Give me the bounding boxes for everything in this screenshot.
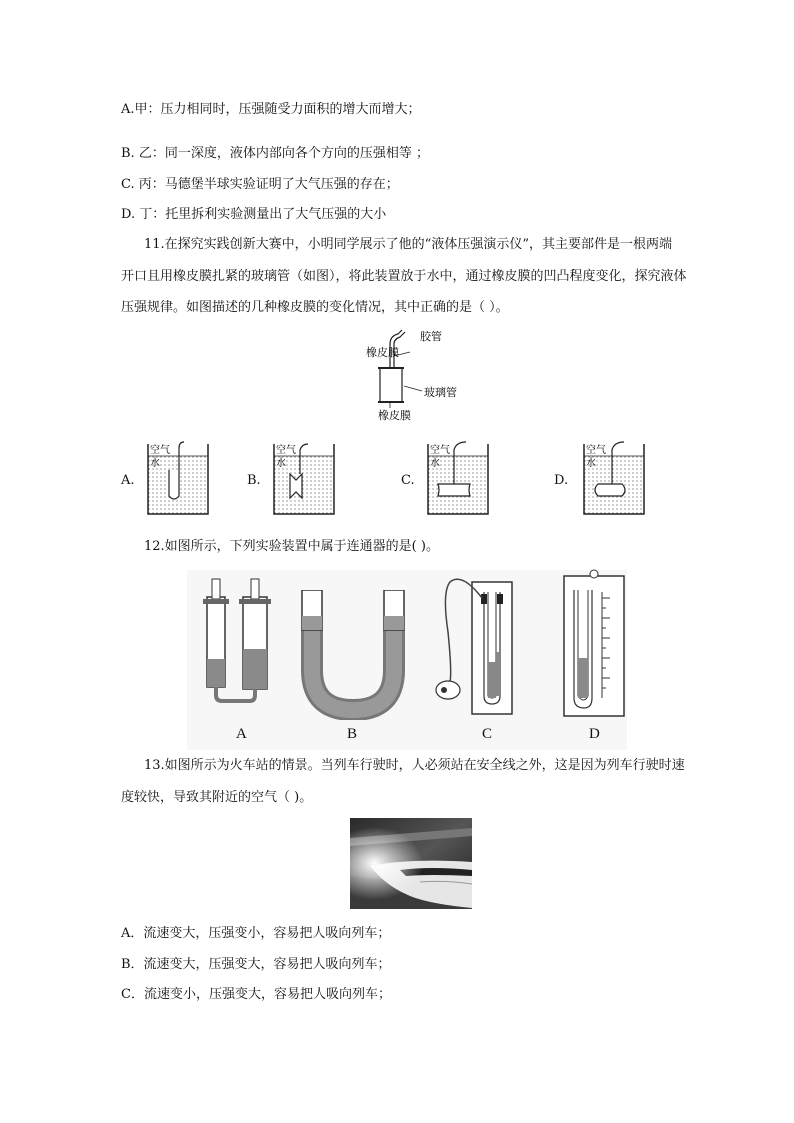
q11-apparatus-figure xyxy=(350,326,480,426)
q13-stem-line2: 度较快，导致其附近的空气（ )。 xyxy=(121,790,313,805)
svg-text:空气: 空气 xyxy=(150,445,170,456)
q11-option-c-label: C. xyxy=(401,473,415,488)
q12-device-c-pressure-gauge xyxy=(432,572,522,722)
q12-stem: 12.如图所示，下列实验装置中属于连通器的是( )。 xyxy=(144,539,439,554)
q12-device-b-u-tube xyxy=(298,590,408,720)
q12-caption-d: D xyxy=(589,726,600,742)
label-film-bottom: 橡皮膜 xyxy=(378,409,411,422)
label-glass-tube: 玻璃管 xyxy=(424,386,457,399)
beaker-a xyxy=(144,440,224,520)
q13-option-b: B．流速变大，压强变大，容易把人吸向列车； xyxy=(121,957,391,972)
q12-device-d-board-u-tube xyxy=(558,568,630,720)
beaker-b xyxy=(270,440,350,520)
beaker-c xyxy=(424,440,504,520)
label-film-top: 橡皮膜 xyxy=(366,346,399,359)
q11-option-a-label: A. xyxy=(121,473,135,488)
q12-caption-b: B xyxy=(347,726,358,742)
svg-text:空气: 空气 xyxy=(586,445,606,456)
q11-stem-line2: 开口且用橡皮膜扎紧的玻璃管（如图），将此装置放于水中，通过橡皮膜的凹凸程度变化，探究液体 xyxy=(121,269,687,284)
q11-stem-line3: 压强规律。如图描述的几种橡皮膜的变化情况，其中正确的是（ ）。 xyxy=(121,300,509,315)
svg-text:空气: 空气 xyxy=(430,445,450,456)
beaker-d xyxy=(580,440,660,520)
label-rubber-tube: 胶管 xyxy=(420,330,442,343)
svg-text:水: 水 xyxy=(586,458,596,469)
q10-option-a: A.甲：压力相同时，压强随受力面积的增大而增大； xyxy=(121,102,421,117)
svg-text:空气: 空气 xyxy=(276,445,296,456)
svg-text:水: 水 xyxy=(150,458,160,469)
q10-option-c: C. 丙：马德堡半球实验证明了大气压强的存在； xyxy=(121,177,399,192)
q12-caption-a: A xyxy=(236,726,247,742)
q12-caption-c: C xyxy=(482,726,493,742)
svg-text:水: 水 xyxy=(276,458,286,469)
q11-stem-line1: 11.在探究实践创新大赛中，小明同学展示了他的“液体压强演示仪”，其主要部件是一根两端 xyxy=(144,237,672,252)
q10-option-d: D. 丁：托里拆利实验测量出了大气压强的大小 xyxy=(121,207,387,222)
q10-option-b: B. 乙：同一深度，液体内部向各个方向的压强相等 ； xyxy=(121,146,429,161)
q11-option-d-label: D. xyxy=(554,473,569,488)
q12-device-a-syringes xyxy=(195,575,285,720)
q11-option-b-label: B. xyxy=(247,473,261,488)
q13-stem-line1: 13.如图所示为火车站的情景。当列车行驶时，人必须站在安全线之外，这是因为列车行驶时速 xyxy=(144,758,685,773)
svg-text:水: 水 xyxy=(430,458,440,469)
q13-option-a: A．流速变大，压强变小，容易把人吸向列车； xyxy=(121,926,391,941)
train-station-photo xyxy=(350,818,472,909)
q13-option-c: C．流速变小，压强变大，容易把人吸向列车； xyxy=(121,987,391,1002)
